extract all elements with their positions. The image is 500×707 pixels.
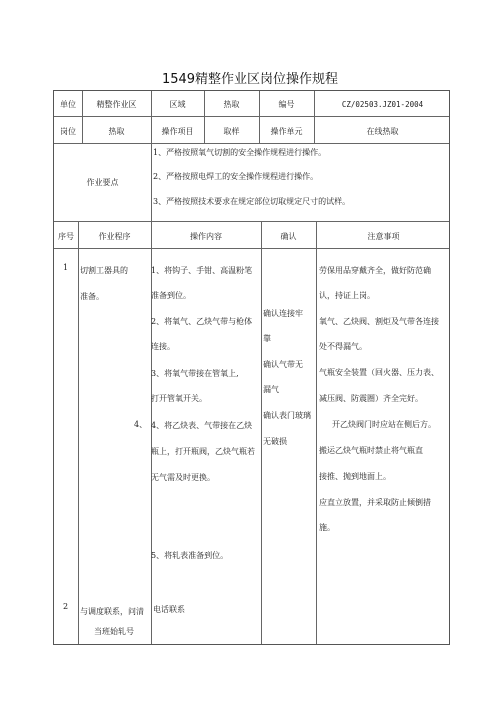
confirm-line: 确认表门玻璃 (263, 411, 311, 420)
note-line: 劳保用品穿戴齐全，做好防范确 (319, 266, 431, 275)
header-cell: 热取 (223, 100, 240, 109)
confirm-line: 漏气 (263, 385, 279, 394)
note-line: 处不得漏气。 (319, 342, 367, 351)
header-cell: 编号 (278, 100, 295, 109)
column-header: 确认 (280, 232, 297, 241)
procedure-table (53, 90, 450, 645)
key-point-item: 1、严格按照氧气切割的安全操作规程进行操作。 (153, 148, 327, 157)
column-header: 序号 (58, 232, 74, 241)
confirm-line: 靠 (263, 334, 271, 343)
note-line: 接推、抛到地面上。 (319, 472, 391, 481)
header-cell: 操作单元 (270, 127, 303, 136)
header-cell: 热取 (108, 127, 125, 136)
header-cell: 区域 (169, 100, 186, 109)
confirm-line: 确认气带无 (263, 360, 303, 369)
content-line: 瓶上，打开瓶阀，乙炔气瓶若 (151, 447, 255, 456)
column-header: 操作内容 (190, 232, 222, 241)
confirm-line: 无破损 (263, 437, 287, 446)
note-line: 施。 (319, 523, 335, 532)
header-cell: 操作项目 (161, 127, 194, 136)
content-line: 2、将氧气、乙炔气带与枪体 (151, 317, 253, 326)
content-line: 1、将钩子、手钳、高温粉笔 (151, 266, 253, 275)
note-line: 气瓶安全装置（回火器、压力表、 (319, 368, 439, 377)
header-cell: 在线热取 (366, 127, 399, 136)
procedure-line: 当班始轧号 (94, 627, 134, 636)
procedure-line: 与调度联系，问清 (80, 607, 144, 616)
content-line: 4、将乙炔表、气带接在乙炔 (151, 421, 253, 430)
column-header: 注意事项 (367, 232, 400, 241)
content-line: 3、将氧气带接在管氧上, (151, 369, 239, 378)
note-line: 应直立放置，并采取防止倾倒措 (319, 498, 431, 507)
content-line: 准备到位。 (151, 291, 191, 300)
header-cell: 岗位 (60, 127, 76, 136)
header-cell: 取样 (223, 127, 240, 136)
header-cell: 精整作业区 (96, 100, 137, 109)
page-title: 1549精整作业区岗位操作规程 (161, 72, 339, 87)
note-line: 减压阀、防震圈）齐全完好。 (319, 394, 423, 403)
procedure-line: 准备。 (80, 292, 104, 301)
key-points-label: 作业要点 (86, 178, 119, 187)
confirm-line: 确认连接牢 (263, 309, 303, 318)
note-line: 搬运乙炔气瓶时禁止将气瓶直 (319, 446, 423, 455)
key-point-item: 2、严格按照电焊工的安全操作规程进行操作。 (153, 172, 319, 181)
stray-mark: 4、 (134, 420, 148, 429)
note-line: 开乙炔阀门时应站在侧后方。 (332, 420, 436, 429)
content-line: 5、将轧表准备到位。 (151, 551, 229, 560)
key-point-item: 3、严格按照技术要求在规定部位切取规定尺寸的试样。 (153, 197, 351, 206)
content-line: 电话联系 (153, 605, 185, 614)
header-cell: 单位 (60, 100, 76, 109)
content-line: 无气需及时更换。 (151, 473, 215, 482)
row-number: 1 (63, 263, 69, 272)
column-header: 作业程序 (98, 232, 131, 241)
procedure-line: 切割工器具的 (80, 266, 128, 275)
note-line: 氧气、乙炔阀、割炬及气带各连接 (319, 317, 439, 326)
document-code: CZ/02503.JZ01-2004 (341, 100, 424, 109)
row-number: 2 (63, 602, 69, 611)
content-line: 连接。 (151, 342, 175, 351)
note-line: 认，持证上岗。 (319, 291, 375, 300)
content-line: 打开管氧开关。 (151, 394, 207, 403)
